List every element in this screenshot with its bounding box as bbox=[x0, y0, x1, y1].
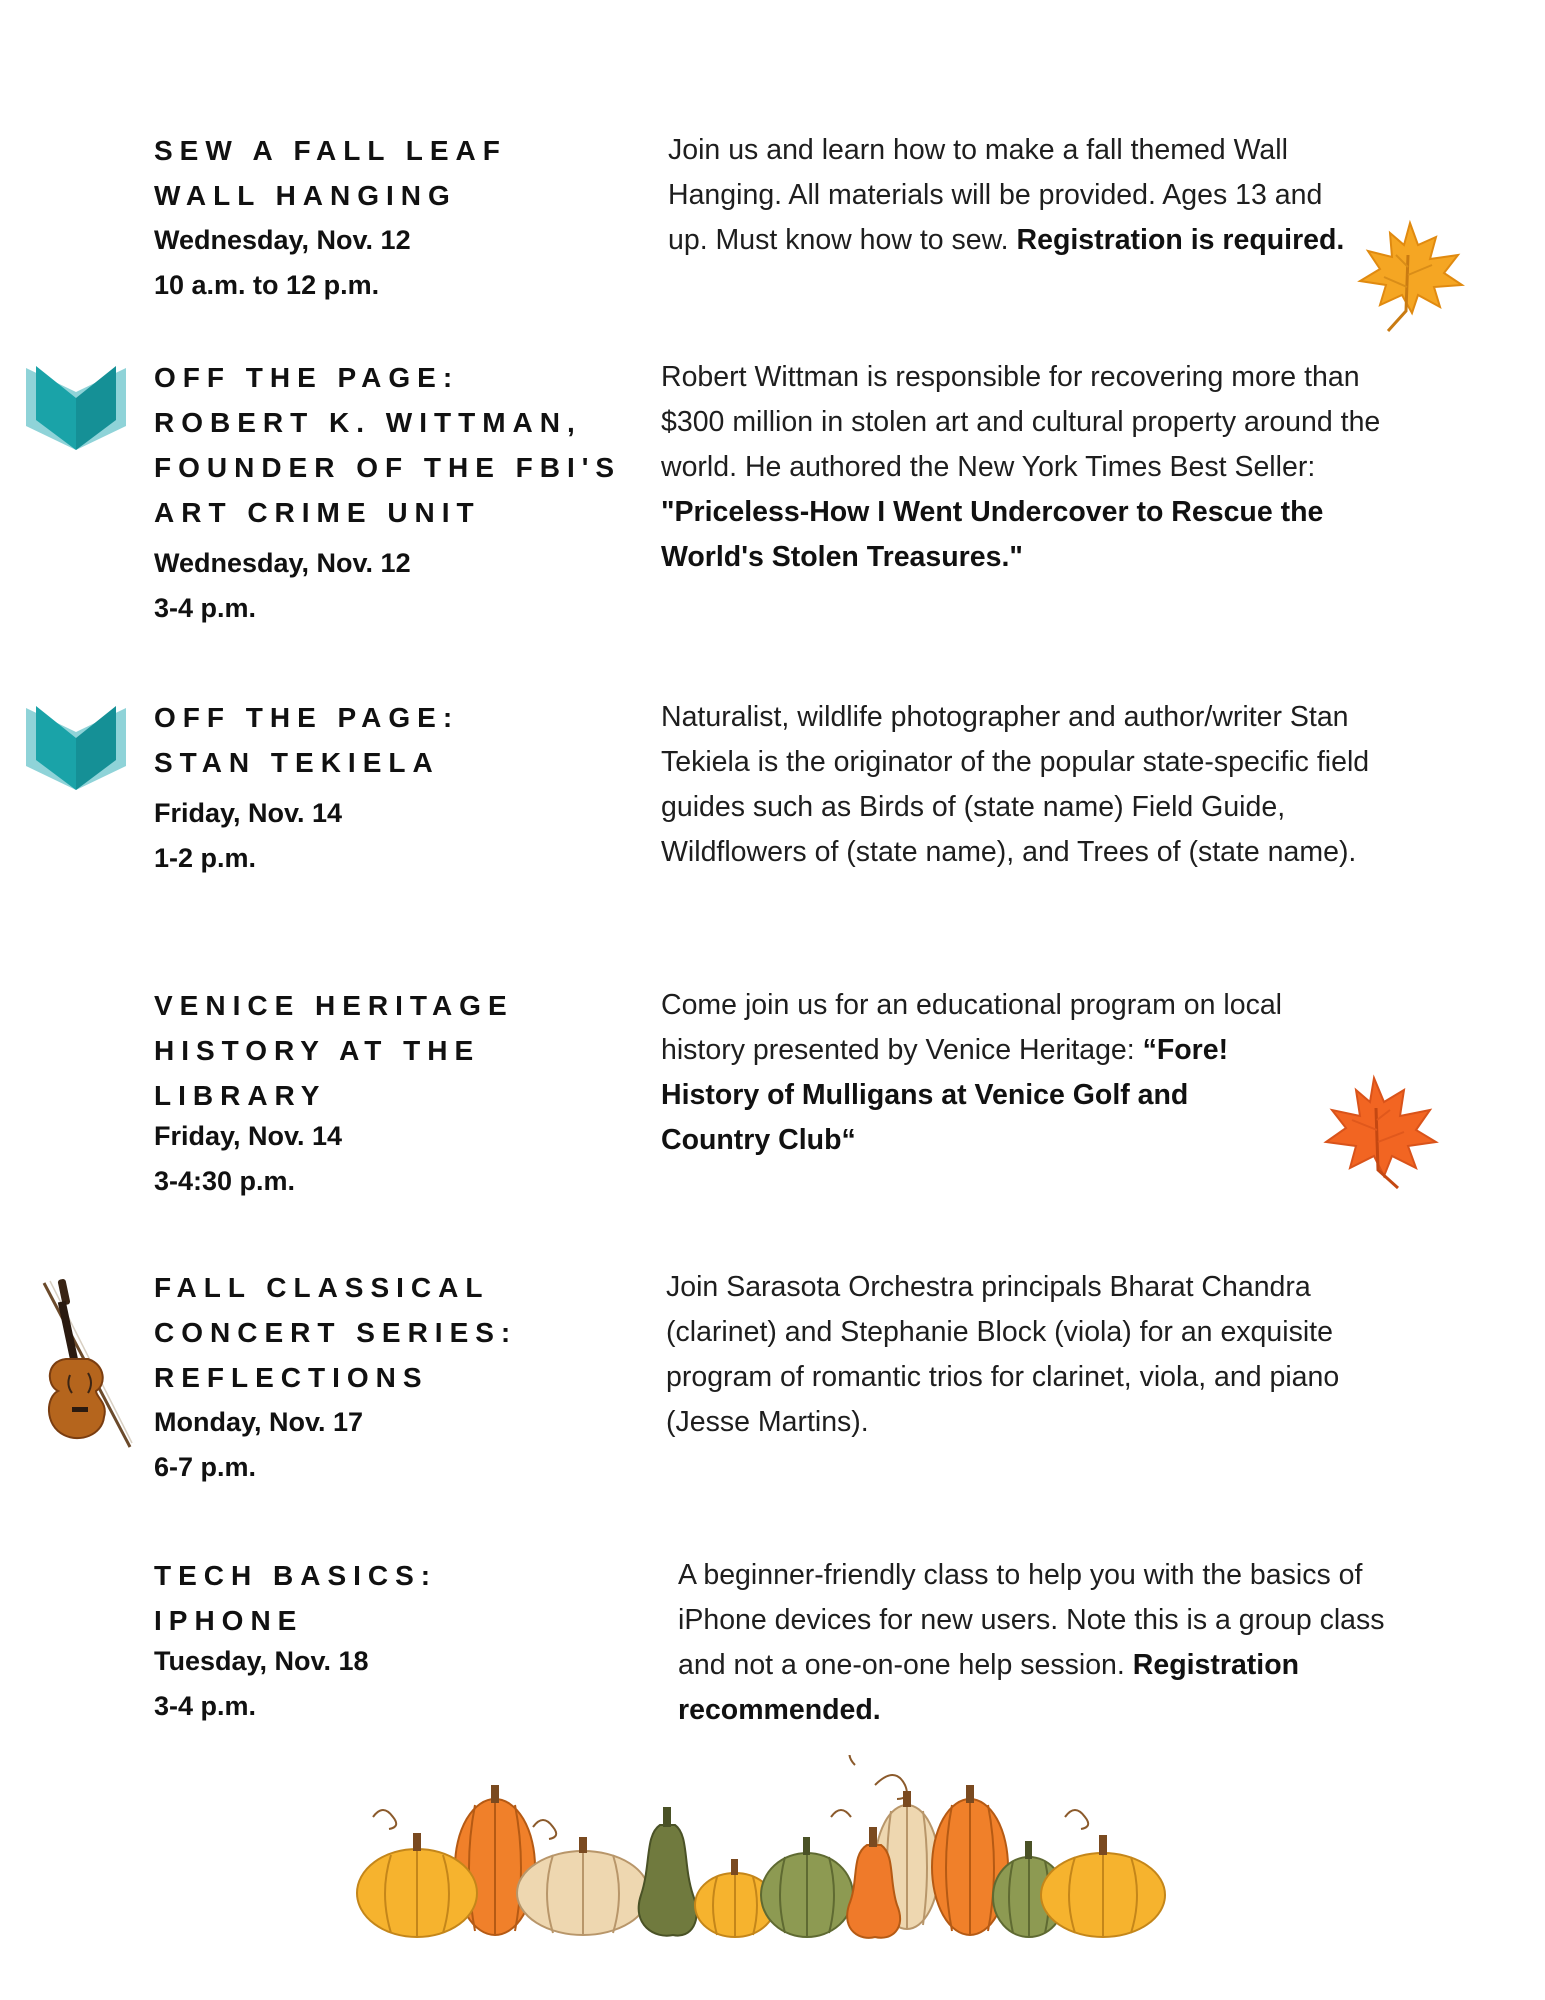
event-title bbox=[154, 1265, 634, 1400]
event-title-line: OFF THE PAGE: bbox=[154, 362, 460, 393]
event-description bbox=[661, 983, 1291, 1163]
event-title-line: FOUNDER OF THE FBI'S bbox=[154, 452, 622, 483]
event-description-bold: "Priceless-How I Went Undercover to Rescue the World's Stolen Treasures." bbox=[661, 496, 1324, 573]
event-title-line: STAN TEKIELA bbox=[154, 747, 440, 778]
event-heading bbox=[154, 355, 634, 631]
event-title-line: HISTORY AT THE bbox=[154, 1035, 481, 1066]
event-title-line: REFLECTIONS bbox=[154, 1362, 429, 1393]
event-heading bbox=[154, 1553, 634, 1729]
event-time: 3-4 p.m. bbox=[154, 593, 257, 623]
event-title bbox=[154, 1553, 634, 1643]
event-description bbox=[668, 128, 1368, 263]
event-description bbox=[661, 695, 1391, 875]
event-date: Monday, Nov. 17 bbox=[154, 1407, 364, 1437]
event-title-line: LIBRARY bbox=[154, 1080, 327, 1111]
event-date: Wednesday, Nov. 12 bbox=[154, 548, 411, 578]
event-date: Wednesday, Nov. 12 bbox=[154, 225, 411, 255]
violin-icon bbox=[36, 1275, 136, 1465]
event-title-line: TECH BASICS: bbox=[154, 1560, 438, 1591]
event-title-line: FALL CLASSICAL bbox=[154, 1272, 490, 1303]
event-description bbox=[678, 1553, 1398, 1733]
event-description-text: Join us and learn how to make a fall themed Wall Hanging. All materials will be provided. Ages 13 and up. Must know how to sew. bbox=[668, 134, 1323, 256]
event-title bbox=[154, 983, 634, 1118]
event-date: Tuesday, Nov. 18 bbox=[154, 1646, 369, 1676]
event-description-text: A beginner-friendly class to help you with the basics of iPhone devices for new users. Note this is a group class and not a one-on-one help session. bbox=[678, 1559, 1385, 1681]
event-title-line: CONCERT SERIES: bbox=[154, 1317, 518, 1348]
maple-leaf-orange-icon bbox=[1312, 1072, 1442, 1192]
event-heading bbox=[154, 983, 634, 1204]
pumpkins-icon bbox=[355, 1755, 1175, 1940]
event-time: 3-4:30 p.m. bbox=[154, 1166, 296, 1196]
event-title-line: IPHONE bbox=[154, 1605, 304, 1636]
event-description-text: Robert Wittman is responsible for recovering more than $300 million in stolen art and cultural property around the world. He authored the New York Times Best Seller: bbox=[661, 361, 1381, 483]
event-heading bbox=[154, 695, 634, 881]
event-description bbox=[666, 1265, 1396, 1445]
event-title-line: WALL HANGING bbox=[154, 180, 457, 211]
event-title-line: OFF THE PAGE: bbox=[154, 702, 460, 733]
event-title bbox=[154, 355, 634, 535]
event-title-line: ART CRIME UNIT bbox=[154, 497, 481, 528]
maple-leaf-yellow-icon bbox=[1340, 215, 1470, 335]
event-date: Friday, Nov. 14 bbox=[154, 1121, 343, 1151]
event-time: 10 a.m. to 12 p.m. bbox=[154, 270, 380, 300]
event-description-bold: Registration is required. bbox=[1016, 224, 1345, 256]
event-date: Friday, Nov. 14 bbox=[154, 798, 343, 828]
event-description bbox=[661, 355, 1391, 580]
event-time: 3-4 p.m. bbox=[154, 1691, 257, 1721]
event-description-text: Naturalist, wildlife photographer and author/writer Stan Tekiela is the originator of the popular state-specific field guides such as Birds of (state name) Field Guide, Wildflowers of (state name), and Trees of (state name). bbox=[661, 701, 1370, 868]
event-description-text: Come join us for an educational program on local history presented by Venice Heritage: bbox=[661, 989, 1283, 1066]
open-book-icon bbox=[26, 702, 126, 792]
event-heading bbox=[154, 128, 634, 308]
event-title bbox=[154, 128, 634, 218]
event-title bbox=[154, 695, 634, 785]
open-book-icon bbox=[26, 362, 126, 452]
event-description-text: Join Sarasota Orchestra principals Bharat Chandra (clarinet) and Stephanie Block (viola) for an exquisite program of romantic trios for clarinet, viola, and piano (Jesse Martins). bbox=[666, 1271, 1340, 1438]
event-title-line: ROBERT K. WITTMAN, bbox=[154, 407, 582, 438]
event-title-line: SEW A FALL LEAF bbox=[154, 135, 507, 166]
event-title-line: VENICE HERITAGE bbox=[154, 990, 514, 1021]
event-description-bold: Registration recommended. bbox=[678, 1649, 1300, 1726]
event-description-bold: “Fore! History of Mulligans at Venice Golf and Country Club“ bbox=[661, 1034, 1229, 1156]
event-time: 6-7 p.m. bbox=[154, 1452, 257, 1482]
event-heading bbox=[154, 1265, 634, 1490]
event-time: 1-2 p.m. bbox=[154, 843, 257, 873]
